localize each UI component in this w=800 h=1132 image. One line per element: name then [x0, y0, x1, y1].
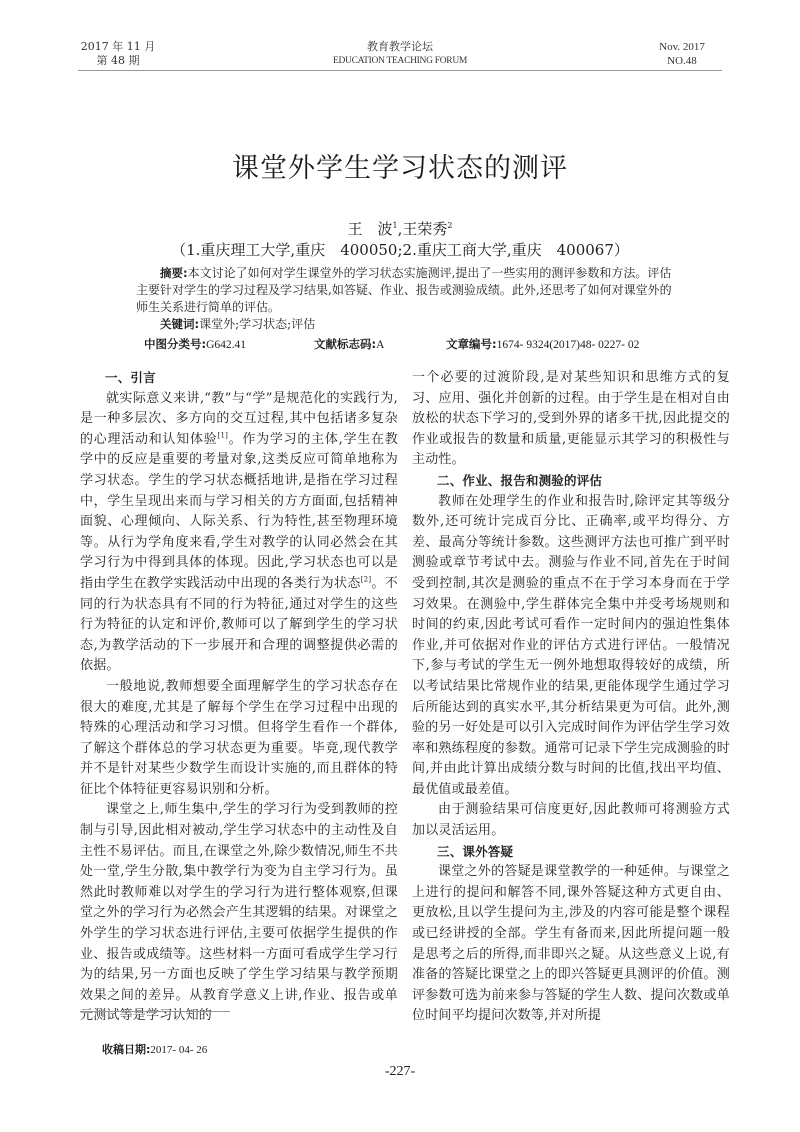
paragraph-2: 一般地说,教师想要全面理解学生的学习状态存在很大的难度,尤其是了解每个学生在学习过程中出现的特殊的心理活动和学习习惯。但将学生看作一个群体,了解这个群体总的学习状态更为重要。毕竟,现代教学并不是针对某些少数学生而设计实施的,而且群体的特征比个体特征更容易识别和分析。	[80, 678, 398, 797]
header-right	[642, 40, 722, 68]
header-date-en: Nov. 2017	[659, 41, 705, 53]
received-label: 收稿日期:	[102, 1043, 151, 1056]
paragraph-3: 课堂之上,师生集中,学生的学习行为受到教师的控制与引导,因此相对被动,学生学习状态中的主动性及自主性不易评估。而且,在课堂之外,除少数情况,师生不共处一堂,学生分散,集中教学行为变为自主学习行为。虽然此时教师难以对学生的学习行为进行整体观察,但课堂之外的学习行为必然会产生其逻辑的结果。对课堂之外学生的学习状态进行评估,主要可依据学生提供的作业、报告或成绩等。这些材料一方面可看成学生学习行为的结果,另一方面也反映了学生学习结果与教学预期效果之间的差异。从教育学意义上讲,作业、报告或单元测试等是学习认知的	[80, 802, 398, 1024]
section-heading-2: 二、作业、报告和测验的评估	[437, 472, 603, 488]
paragraph-4: 教师在处理学生的作业和报告时,除评定其等级分数外,还可统计完成百分比、正确率,或平均得分、方差、最高分等统计参数。这些测评方法也可推广到平时测验或章节考试中去。测验与作业不同,首先在于时间受到控制,其次是测验的重点不在于学习本身而在于学习效果。在测验中,学生群体完全集中并受考场规则和时间的约束,因此考试可看作一定时间内的强迫性集体作业,并可依据对作业的评估方式进行评估。一般情况下,参与考试的学生无一例外地想取得较好的成绩，所以考试结果比常规作业的结果,更能体现学生通过学习后所能达到的真实水平,其分析结果更为可信。此外,测验的另一好处是可以引入完成时间作为评估学生学习效率和熟练程度的参数。通常可记录下学生完成测验的时间,并由此计算出成绩分数与时间的比值,找出平均值、最优值或最差值。	[412, 493, 730, 797]
paragraph-1	[80, 389, 398, 677]
paragraph-5: 由于测验结果可信度更好,因此教师可将测验方式加以灵活运用。	[412, 802, 730, 839]
paragraph-3-continued: 一个必要的过渡阶段,是对某些知识和思维方式的复习、应用、强化并创新的过程。由于学生是在相对自由放松的状态下学习的,受到外界的诸多干扰,因此提交的作业或报告的数量和质量,更能显示其学习的积极性与主动性。	[412, 370, 730, 468]
received-value: 2017- 04- 26	[150, 1044, 208, 1056]
doc-code-label: 文献标志码:	[314, 337, 377, 351]
citation-1[interactable]: [1]	[217, 431, 229, 440]
journal-name-en: EDUCATION TEACHING FORUM	[332, 56, 468, 66]
author-2: 王荣秀	[402, 220, 448, 238]
document-code	[314, 336, 446, 354]
section-heading-3: 三、课外答疑	[437, 843, 514, 859]
citation-2[interactable]: [2]	[360, 575, 372, 584]
author-line	[0, 218, 800, 239]
header-issue-cn: 第 48 期	[96, 54, 140, 67]
article-title: 课堂外学生学习状态的测评	[232, 153, 568, 184]
author-separator: ,	[397, 220, 403, 238]
journal-name-cn: 教育教学论坛	[367, 40, 433, 53]
received-date	[102, 1041, 207, 1057]
page-number: -227-	[384, 1064, 416, 1079]
doc-code-value: A	[376, 339, 385, 351]
left-column	[80, 368, 398, 1027]
paragraph-1-text-a: 就实际意义来讲,“教”与“学”是规范化的实践行为,是一种多层次、多方向的交互过程,其中包括诸多复杂的心理活动和认知体验	[80, 390, 398, 447]
keywords-text: 课堂外;学习状态;评估	[199, 317, 316, 331]
keywords-label: 关键词:	[160, 317, 200, 331]
header-rule	[78, 70, 722, 71]
author-1: 王 波	[347, 220, 393, 238]
header-center	[78, 40, 722, 68]
keywords	[136, 316, 674, 333]
paragraph-6: 课堂之外的答疑是课堂教学的一种延伸。与课堂之上进行的提问和解答不同,课外答疑这种方式更自由、更放松,且以学生提问为主,涉及的内容可能是整个课程或已经讲授的全部。学生有备而来,因此所提问题一般是思考之后的所得,而非即兴之疑。从这些意义上说,有准备的答疑比课堂之上的即兴答疑更具测评的价值。测评参数可选为前来参与答疑的学生人数、提问次数或单位时间平均提问次数等,并对所提	[412, 864, 730, 1024]
right-column	[412, 368, 730, 1027]
article-no-label: 文章编号:	[446, 337, 497, 351]
clc-number	[136, 336, 314, 354]
article-no-value: 1674- 9324(2017)48- 0227- 02	[496, 339, 640, 351]
paragraph-1-text-c: 。不同的行为状态具有不同的行为特征,通过对学生的这些行为特征的认定和评价,教师可以了解到学生的学习状态,为教学活动的下一步展开和合理的调整提供必需的依据。	[80, 575, 399, 674]
clc-label: 中图分类号:	[144, 337, 207, 351]
paragraph-1-text-b: 。作为学习的主体,学生在教学中的反应是重要的考量对象,这类反应可简单地称为学习状态。学生的学习状态概括地讲,是指在学习过程中，学生呈现出来而与学习相关的方方面面,包括精神面貌、心理倾向、人际关系、行为特性,甚至物理环境等。从行为学角度来看,学生对教学的认同必然会在其学习行为中得到具体的体现。因此,学习状态也可以是指由学生在教学实践活动中出现的各类行为状态	[80, 431, 398, 591]
section-heading-1: 一、引言	[105, 370, 156, 385]
running-header	[78, 40, 722, 70]
author-1-affil-mark: 1	[392, 221, 398, 230]
abstract-text: 本文讨论了如何对学生课堂外的学习状态实施测评,提出了一些实用的测评参数和方法。评估主要针对学生的学习过程及学习结果,如答疑、作业、报告或测验成绩。此外,还思考了如何对课堂外的师生关系进行简单的评估。	[136, 266, 672, 314]
clc-value: G642.41	[206, 339, 247, 351]
header-issue-en: NO.48	[667, 55, 697, 67]
abstract	[136, 265, 674, 316]
abstract-label: 摘要:	[160, 266, 188, 280]
author-2-affil-mark: 2	[447, 221, 453, 230]
abstract-block	[136, 265, 674, 354]
header-date-cn: 2017 年 11 月	[80, 40, 156, 53]
footnote-rule	[80, 1011, 230, 1012]
affiliation-line: （1.重庆理工大学,重庆 400050;2.重庆工商大学,重庆 400067）	[171, 241, 629, 259]
classification-line	[136, 336, 674, 354]
article-number	[446, 336, 639, 354]
